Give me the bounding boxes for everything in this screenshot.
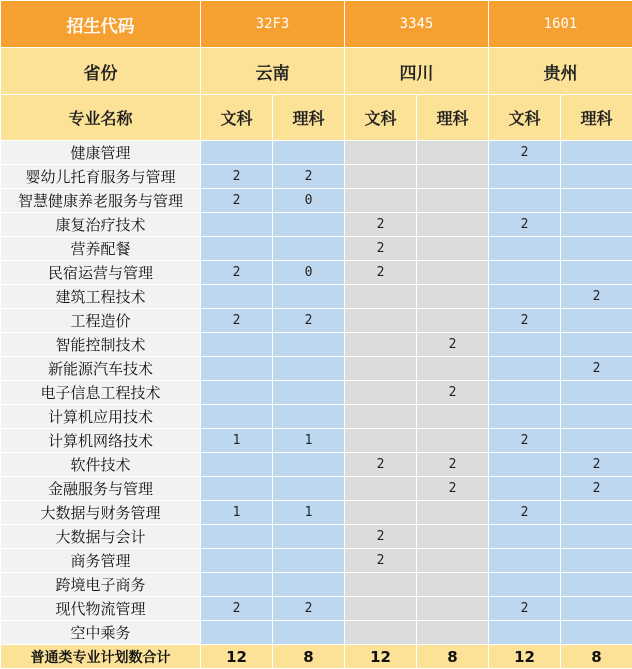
quota-cell bbox=[417, 141, 489, 165]
major-name: 金融服务与管理 bbox=[1, 477, 201, 501]
table-row bbox=[1, 405, 632, 429]
table-row bbox=[1, 189, 632, 213]
quota-cell bbox=[561, 213, 632, 237]
quota-cell bbox=[489, 333, 561, 357]
quota-cell: 0 bbox=[273, 261, 345, 285]
quota-cell bbox=[273, 237, 345, 261]
major-name: 康复治疗技术 bbox=[1, 213, 201, 237]
total-cell: 12 bbox=[345, 645, 417, 669]
quota-cell bbox=[489, 573, 561, 597]
quota-cell bbox=[201, 621, 273, 645]
quota-cell bbox=[489, 237, 561, 261]
quota-cell: 2 bbox=[489, 501, 561, 525]
quota-cell bbox=[345, 165, 417, 189]
major-name: 空中乘务 bbox=[1, 621, 201, 645]
quota-cell bbox=[345, 141, 417, 165]
quota-cell: 0 bbox=[273, 189, 345, 213]
province-name-sichuan: 四川 bbox=[345, 48, 489, 95]
quota-cell bbox=[201, 357, 273, 381]
quota-cell bbox=[489, 357, 561, 381]
table-row bbox=[1, 141, 632, 165]
quota-cell: 2 bbox=[417, 477, 489, 501]
major-name: 商务管理 bbox=[1, 549, 201, 573]
quota-cell bbox=[489, 381, 561, 405]
quota-cell bbox=[417, 357, 489, 381]
quota-cell bbox=[561, 525, 632, 549]
province-code-guizhou: 1601 bbox=[489, 1, 632, 48]
province-label: 省份 bbox=[1, 48, 201, 95]
table-row bbox=[1, 501, 632, 525]
quota-cell: 2 bbox=[201, 189, 273, 213]
quota-cell bbox=[273, 477, 345, 501]
quota-cell bbox=[489, 525, 561, 549]
total-cell: 8 bbox=[417, 645, 489, 669]
quota-cell: 2 bbox=[273, 309, 345, 333]
quota-cell bbox=[561, 309, 632, 333]
quota-cell bbox=[417, 261, 489, 285]
quota-cell bbox=[201, 573, 273, 597]
major-name: 婴幼儿托育服务与管理 bbox=[1, 165, 201, 189]
table-row bbox=[1, 213, 632, 237]
subject-science: 理科 bbox=[561, 95, 632, 141]
quota-cell bbox=[345, 429, 417, 453]
quota-cell: 2 bbox=[561, 453, 632, 477]
quota-cell bbox=[273, 453, 345, 477]
table-row bbox=[1, 453, 632, 477]
quota-cell: 2 bbox=[273, 165, 345, 189]
quota-cell: 2 bbox=[201, 261, 273, 285]
table-row bbox=[1, 525, 632, 549]
table-row bbox=[1, 573, 632, 597]
major-name: 工程造价 bbox=[1, 309, 201, 333]
quota-cell bbox=[561, 429, 632, 453]
quota-cell: 2 bbox=[561, 477, 632, 501]
quota-cell bbox=[345, 357, 417, 381]
total-cell: 12 bbox=[201, 645, 273, 669]
quota-cell bbox=[561, 573, 632, 597]
quota-cell: 1 bbox=[201, 429, 273, 453]
table-row bbox=[1, 549, 632, 573]
quota-cell bbox=[417, 189, 489, 213]
major-name: 健康管理 bbox=[1, 141, 201, 165]
quota-cell: 2 bbox=[201, 165, 273, 189]
quota-cell bbox=[201, 477, 273, 501]
province-name-yunnan: 云南 bbox=[201, 48, 345, 95]
quota-cell: 2 bbox=[489, 141, 561, 165]
major-name: 电子信息工程技术 bbox=[1, 381, 201, 405]
quota-cell: 1 bbox=[201, 501, 273, 525]
quota-cell bbox=[201, 213, 273, 237]
quota-cell: 2 bbox=[201, 597, 273, 621]
quota-cell bbox=[273, 381, 345, 405]
subject-science: 理科 bbox=[273, 95, 345, 141]
quota-cell bbox=[201, 237, 273, 261]
quota-cell bbox=[345, 405, 417, 429]
subject-science: 理科 bbox=[417, 95, 489, 141]
table-row bbox=[1, 429, 632, 453]
code-row bbox=[1, 1, 632, 48]
province-row bbox=[1, 48, 632, 95]
total-cell: 8 bbox=[273, 645, 345, 669]
quota-cell bbox=[417, 237, 489, 261]
quota-cell: 2 bbox=[561, 285, 632, 309]
quota-cell bbox=[345, 189, 417, 213]
table-row bbox=[1, 309, 632, 333]
quota-cell: 2 bbox=[417, 333, 489, 357]
table-row bbox=[1, 237, 632, 261]
major-name: 建筑工程技术 bbox=[1, 285, 201, 309]
quota-cell bbox=[273, 405, 345, 429]
quota-cell: 2 bbox=[489, 309, 561, 333]
quota-cell bbox=[417, 597, 489, 621]
quota-cell bbox=[201, 549, 273, 573]
quota-cell: 2 bbox=[345, 453, 417, 477]
quota-cell: 2 bbox=[345, 261, 417, 285]
major-name: 营养配餐 bbox=[1, 237, 201, 261]
quota-cell bbox=[561, 237, 632, 261]
quota-cell bbox=[417, 525, 489, 549]
subject-arts: 文科 bbox=[489, 95, 561, 141]
quota-cell bbox=[417, 501, 489, 525]
quota-cell bbox=[345, 621, 417, 645]
quota-cell bbox=[417, 621, 489, 645]
quota-cell bbox=[201, 525, 273, 549]
quota-cell bbox=[417, 285, 489, 309]
quota-cell bbox=[489, 165, 561, 189]
major-name: 民宿运营与管理 bbox=[1, 261, 201, 285]
code-label: 招生代码 bbox=[1, 1, 201, 48]
quota-cell bbox=[345, 573, 417, 597]
quota-cell bbox=[201, 453, 273, 477]
quota-cell: 1 bbox=[273, 501, 345, 525]
quota-cell bbox=[201, 285, 273, 309]
quota-cell bbox=[489, 477, 561, 501]
major-name: 计算机网络技术 bbox=[1, 429, 201, 453]
quota-cell: 2 bbox=[417, 453, 489, 477]
quota-cell bbox=[417, 165, 489, 189]
quota-cell bbox=[417, 213, 489, 237]
quota-cell: 1 bbox=[273, 429, 345, 453]
table-row bbox=[1, 261, 632, 285]
quota-cell: 2 bbox=[345, 213, 417, 237]
quota-cell bbox=[417, 549, 489, 573]
quota-cell: 2 bbox=[345, 237, 417, 261]
quota-cell bbox=[201, 333, 273, 357]
quota-cell bbox=[345, 285, 417, 309]
major-name: 计算机应用技术 bbox=[1, 405, 201, 429]
major-name: 现代物流管理 bbox=[1, 597, 201, 621]
subject-row bbox=[1, 95, 632, 141]
quota-cell bbox=[489, 621, 561, 645]
quota-cell bbox=[201, 141, 273, 165]
table-row bbox=[1, 357, 632, 381]
quota-cell bbox=[273, 573, 345, 597]
quota-cell: 2 bbox=[345, 549, 417, 573]
quota-cell bbox=[273, 525, 345, 549]
quota-cell bbox=[273, 621, 345, 645]
quota-cell: 2 bbox=[489, 597, 561, 621]
quota-cell bbox=[345, 501, 417, 525]
quota-cell bbox=[417, 429, 489, 453]
quota-cell bbox=[561, 405, 632, 429]
major-name: 大数据与财务管理 bbox=[1, 501, 201, 525]
quota-cell bbox=[561, 597, 632, 621]
quota-cell bbox=[417, 573, 489, 597]
quota-cell bbox=[417, 405, 489, 429]
quota-cell: 2 bbox=[273, 597, 345, 621]
quota-cell bbox=[345, 477, 417, 501]
major-name: 智慧健康养老服务与管理 bbox=[1, 189, 201, 213]
total-cell: 8 bbox=[561, 645, 632, 669]
province-name-guizhou: 贵州 bbox=[489, 48, 632, 95]
quota-cell: 2 bbox=[345, 525, 417, 549]
quota-cell bbox=[417, 309, 489, 333]
quota-cell: 2 bbox=[489, 429, 561, 453]
quota-cell: 2 bbox=[561, 357, 632, 381]
quota-cell bbox=[201, 405, 273, 429]
quota-cell bbox=[273, 549, 345, 573]
total-row bbox=[1, 645, 632, 669]
total-cell: 12 bbox=[489, 645, 561, 669]
table-row bbox=[1, 333, 632, 357]
quota-cell bbox=[561, 501, 632, 525]
quota-cell bbox=[489, 261, 561, 285]
quota-cell bbox=[561, 261, 632, 285]
subject-arts: 文科 bbox=[201, 95, 273, 141]
province-code-sichuan: 3345 bbox=[345, 1, 489, 48]
quota-cell bbox=[273, 141, 345, 165]
quota-cell bbox=[345, 333, 417, 357]
quota-cell bbox=[345, 309, 417, 333]
major-label: 专业名称 bbox=[1, 95, 201, 141]
quota-cell bbox=[273, 285, 345, 309]
quota-cell bbox=[561, 381, 632, 405]
quota-cell: 2 bbox=[417, 381, 489, 405]
quota-cell bbox=[489, 285, 561, 309]
major-name: 软件技术 bbox=[1, 453, 201, 477]
major-name: 智能控制技术 bbox=[1, 333, 201, 357]
table-row bbox=[1, 621, 632, 645]
quota-cell bbox=[489, 405, 561, 429]
quota-cell bbox=[489, 549, 561, 573]
quota-cell bbox=[561, 189, 632, 213]
major-name: 跨境电子商务 bbox=[1, 573, 201, 597]
quota-cell bbox=[273, 333, 345, 357]
quota-cell bbox=[561, 165, 632, 189]
major-name: 新能源汽车技术 bbox=[1, 357, 201, 381]
table-row bbox=[1, 597, 632, 621]
table-row bbox=[1, 381, 632, 405]
quota-cell bbox=[201, 381, 273, 405]
total-label: 普通类专业计划数合计 bbox=[1, 645, 201, 669]
table-row bbox=[1, 285, 632, 309]
quota-cell bbox=[489, 453, 561, 477]
quota-cell bbox=[561, 549, 632, 573]
quota-cell: 2 bbox=[489, 213, 561, 237]
quota-cell bbox=[561, 621, 632, 645]
province-code-yunnan: 32F3 bbox=[201, 1, 345, 48]
subject-arts: 文科 bbox=[345, 95, 417, 141]
quota-cell: 2 bbox=[201, 309, 273, 333]
quota-cell bbox=[561, 333, 632, 357]
table-row bbox=[1, 477, 632, 501]
quota-cell bbox=[345, 381, 417, 405]
quota-cell bbox=[489, 189, 561, 213]
table-row bbox=[1, 165, 632, 189]
quota-cell bbox=[345, 597, 417, 621]
quota-cell bbox=[273, 213, 345, 237]
quota-cell bbox=[561, 141, 632, 165]
major-name: 大数据与会计 bbox=[1, 525, 201, 549]
quota-cell bbox=[273, 357, 345, 381]
